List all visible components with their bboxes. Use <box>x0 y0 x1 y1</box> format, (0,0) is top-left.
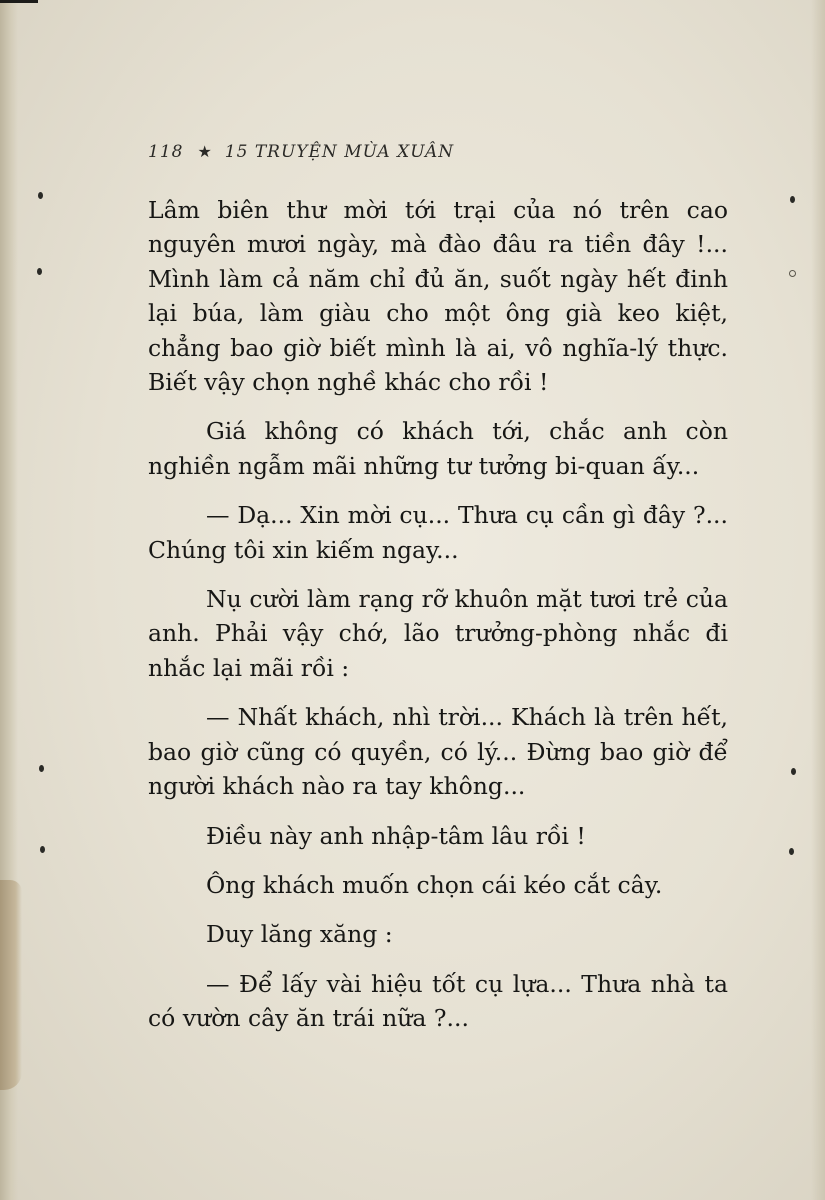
binding-hole <box>790 196 795 203</box>
dialogue-paragraph: — Nhất khách, nhì trời... Khách là trên hết, bao giờ cũng có quyền, có lý... Đừng bao giờ để người khách nào ra tay không... <box>148 703 728 801</box>
page-number: 118 <box>148 142 184 162</box>
dialogue-paragraph: — Dạ... Xin mời cụ... Thưa cụ cần gì đây ?... Chúng tôi xin kiếm ngay... <box>148 501 728 564</box>
binding-hole <box>40 846 45 853</box>
paragraph: Nụ cười làm rạng rỡ khuôn mặt tươi trẻ của anh. Phải vậy chớ, lão trưởng-phòng nhắc đi nhắc lại mãi rồi : <box>148 585 728 682</box>
paragraph: Điều này anh nhập-tâm lâu rồi ! <box>206 821 586 850</box>
star-separator-icon: ★ <box>197 142 213 161</box>
paragraph: Duy lăng xăng : <box>206 920 393 949</box>
paragraph: Ông khách muốn chọn cái kéo cắt cây. <box>206 870 663 899</box>
book-title: 15 TRUYỆN MÙA XUÂN <box>224 142 455 162</box>
paragraph: Giá không có khách tới, chắc anh còn nghiền ngẫm mãi những tư tưởng bi-quan ấy... <box>148 417 728 480</box>
binding-hole <box>39 765 44 772</box>
binding-hole <box>37 268 42 275</box>
dialogue-paragraph: — Để lấy vài hiệu tốt cụ lựa... Thưa nhà ta có vườn cây ăn trái nữa ?... <box>148 969 728 1033</box>
paragraph: Lâm biên thư mời tới trại của nó trên cao nguyên mươi ngày, mà đào đâu ra tiền đây !... Mình làm cả năm chỉ đủ ăn, suốt ngày hết đinh lại búa, làm giàu cho một ông già keo kiệt, chẳng bao giờ biết mình là ai, vô nghĩa-lý thực. Biết vậy chọn nghề khác cho rồi ! <box>148 196 728 397</box>
torn-page-edge <box>0 880 22 1090</box>
top-corner-rule <box>0 0 38 3</box>
binding-hole <box>789 848 794 855</box>
page-right-edge <box>811 0 825 1200</box>
running-header <box>148 142 454 162</box>
binding-hole <box>791 768 796 775</box>
binding-hole <box>38 192 43 199</box>
body-text <box>148 193 728 1051</box>
binding-hole <box>789 270 796 277</box>
